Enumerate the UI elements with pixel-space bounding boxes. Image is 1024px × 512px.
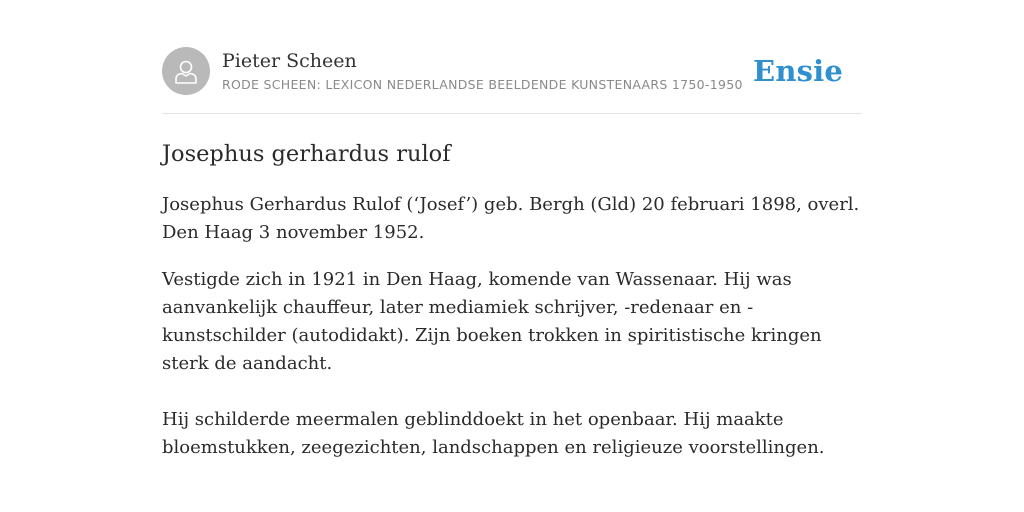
article-title: Josephus gerhardus rulof xyxy=(162,141,451,167)
article-header xyxy=(162,44,862,98)
source-title[interactable]: RODE SCHEEN: LEXICON NEDERLANDSE BEELDENDE KUNSTENAARS 1750-1950 xyxy=(222,77,743,92)
article-paragraph: Josephus Gerhardus Rulof (‘Josef’) geb. Bergh (Gld) 20 februari 1898, overl. Den Haag 3 november 1952. xyxy=(162,194,860,243)
author-name[interactable]: Pieter Scheen xyxy=(222,50,357,72)
header-divider xyxy=(162,113,862,114)
article-paragraph: Vestigde zich in 1921 in Den Haag, komende van Wassenaar. Hij was aanvankelijk chauffeur, later mediamiek schrijver, -redenaar en -kunstschilder (autodidakt). Zijn boeken trokken in spiritistische kringen sterk de aandacht. xyxy=(162,269,822,374)
article-paragraph: Hij schilderde meermalen geblinddoekt in het openbaar. Hij maakte bloemstukken, zeegezichten, landschappen en religieuze voorstellingen. xyxy=(162,409,825,458)
author-avatar[interactable] xyxy=(162,47,210,95)
author-block xyxy=(222,49,753,93)
brand-logo[interactable]: Ensie xyxy=(753,54,843,88)
article-card xyxy=(162,44,862,462)
user-silhouette-icon xyxy=(172,57,200,85)
